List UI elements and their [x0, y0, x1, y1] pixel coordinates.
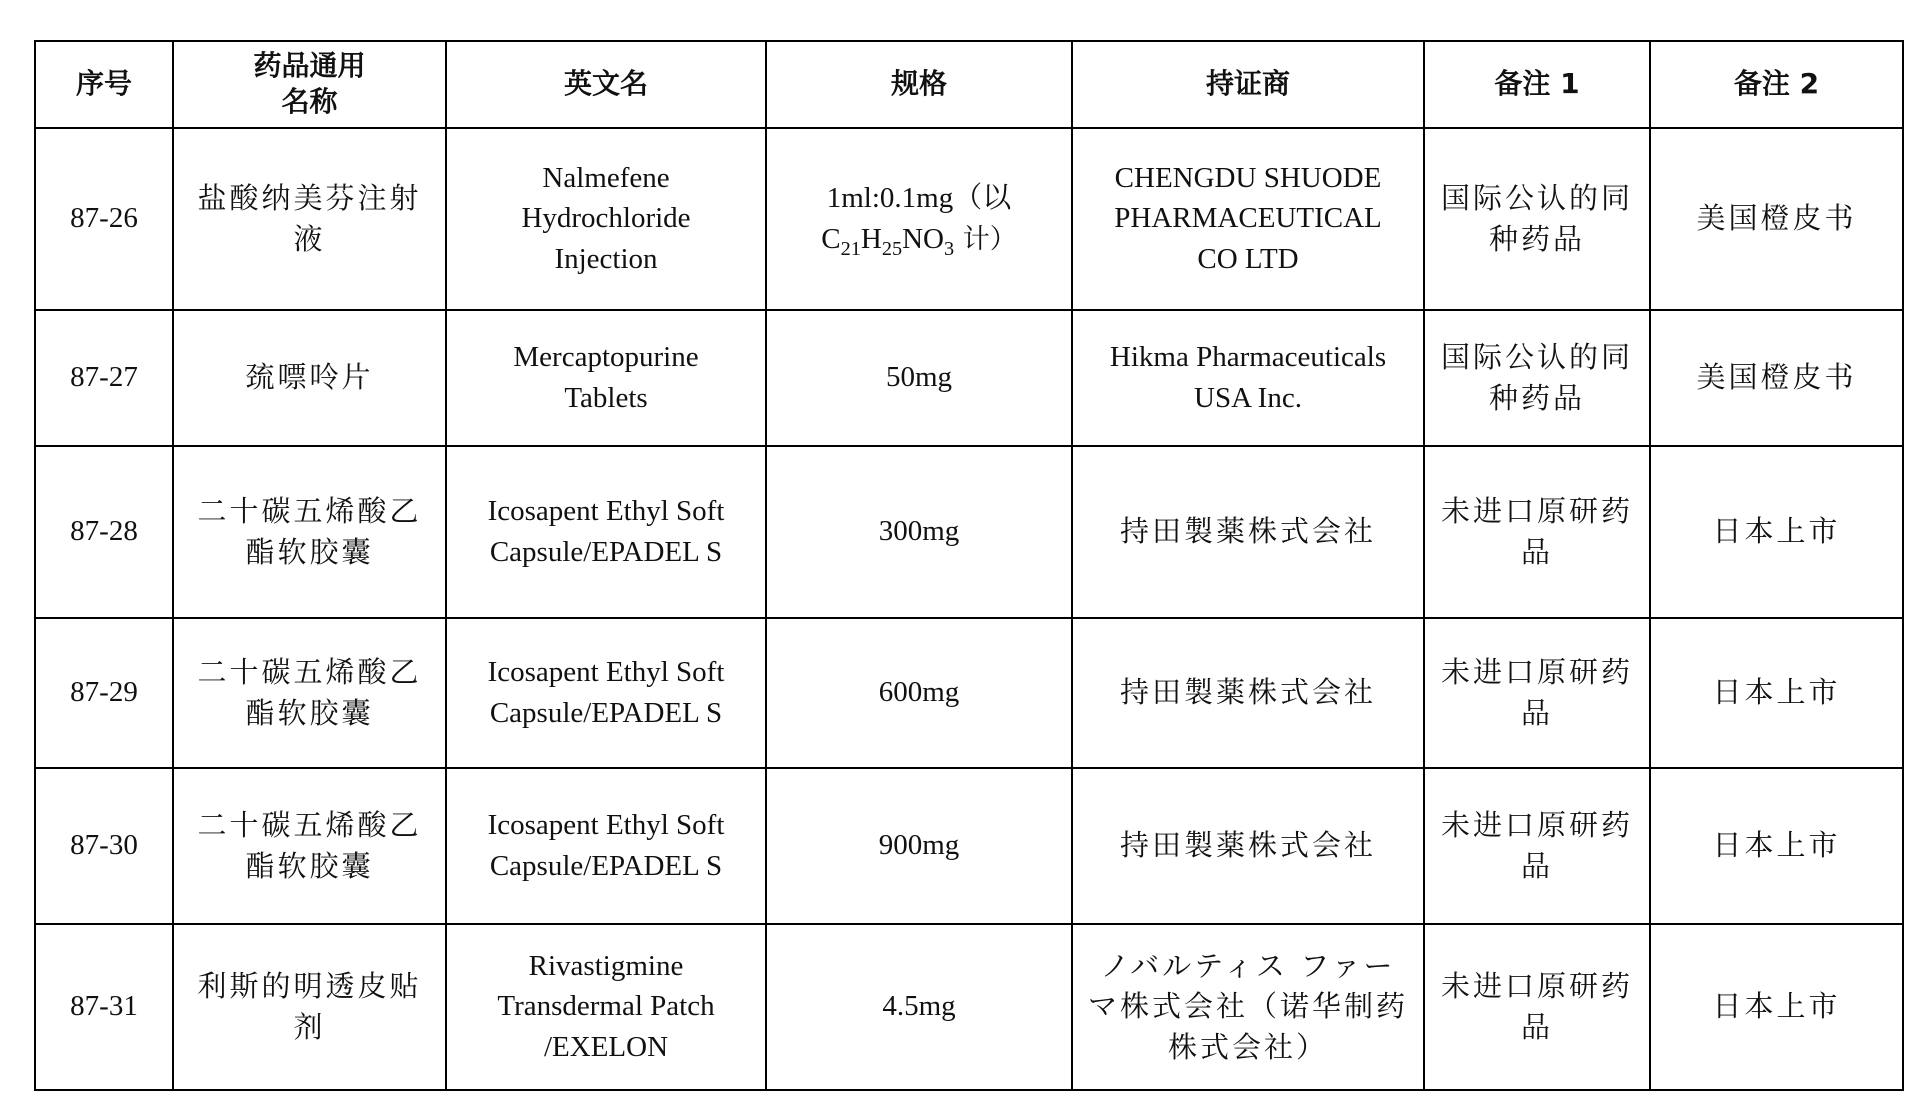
- cell-generic-name: [173, 446, 446, 618]
- cell-note2: 日本上市: [1650, 924, 1903, 1090]
- cell-holder: [1072, 618, 1424, 768]
- english-name-line: Hydrochloride: [521, 202, 691, 235]
- cell-generic-name: [173, 310, 446, 446]
- note1-line: 国际公认的同: [1440, 181, 1633, 216]
- note1-line: 未进口原研药: [1440, 808, 1633, 843]
- generic-name-line: 巯嘌呤片: [245, 360, 374, 395]
- spec-line1: 1ml:0.1mg（以: [826, 182, 1012, 215]
- cell-note2: 美国橙皮书: [1650, 128, 1903, 310]
- cell-generic-name: [173, 924, 446, 1090]
- header-holder: 持证商: [1072, 41, 1424, 128]
- holder-line: 持田製薬株式会社: [1119, 514, 1376, 549]
- cell-spec: [766, 128, 1072, 310]
- table-row: [35, 128, 1903, 310]
- holder-line: マ株式会社（诺华制药: [1087, 989, 1408, 1024]
- header-generic-name-line2: 名称: [281, 85, 338, 119]
- cell-holder: [1072, 924, 1424, 1090]
- english-name-line: Capsule/EPADEL S: [489, 535, 723, 568]
- cell-spec: 600mg: [766, 618, 1072, 768]
- cell-english-name: [446, 768, 766, 924]
- table-row: [35, 924, 1903, 1090]
- generic-name-line: 酯软胶囊: [245, 695, 374, 730]
- cell-holder: [1072, 310, 1424, 446]
- cell-seq: 87-30: [35, 768, 173, 924]
- spec-formula: [777, 219, 1061, 260]
- generic-name-line: 酯软胶囊: [245, 848, 374, 883]
- english-name-line: Mercaptopurine: [513, 341, 699, 374]
- cell-seq: 87-27: [35, 310, 173, 446]
- cell-note1: [1424, 310, 1650, 446]
- header-generic-name: [173, 41, 446, 128]
- cell-note1: [1424, 128, 1650, 310]
- table-header-row: [35, 41, 1903, 128]
- generic-name-line: 二十碳五烯酸乙: [197, 655, 422, 690]
- cell-holder: [1072, 446, 1424, 618]
- cell-note2: 日本上市: [1650, 446, 1903, 618]
- cell-holder: [1072, 768, 1424, 924]
- holder-line: 持田製薬株式会社: [1119, 675, 1376, 710]
- english-name-line: Rivastigmine: [528, 949, 684, 982]
- formula-h-sub: 25: [881, 237, 903, 260]
- generic-name-line: 二十碳五烯酸乙: [197, 494, 422, 529]
- holder-line: Hikma Pharmaceuticals: [1109, 341, 1387, 374]
- formula-no-sub: 3: [944, 237, 955, 260]
- formula-c: C: [821, 222, 841, 255]
- table-row: [35, 446, 1903, 618]
- note1-line: 种药品: [1488, 221, 1585, 256]
- cell-note1: [1424, 446, 1650, 618]
- cell-seq: 87-29: [35, 618, 173, 768]
- english-name-line: Icosapent Ethyl Soft: [487, 495, 725, 528]
- table-row: [35, 618, 1903, 768]
- holder-line: 持田製薬株式会社: [1119, 828, 1376, 863]
- note1-line: 品: [1520, 534, 1553, 569]
- note1-line: 国际公认的同: [1440, 340, 1633, 375]
- cell-english-name: [446, 128, 766, 310]
- cell-note1: [1424, 768, 1650, 924]
- cell-note2: 日本上市: [1650, 768, 1903, 924]
- english-name-line: Capsule/EPADEL S: [489, 696, 723, 729]
- table-row: [35, 310, 1903, 446]
- cell-english-name: [446, 310, 766, 446]
- cell-english-name: [446, 924, 766, 1090]
- cell-note2: 日本上市: [1650, 618, 1903, 768]
- holder-line: USA Inc.: [1194, 381, 1302, 414]
- header-note1: 备注 1: [1424, 41, 1650, 128]
- table-row: [35, 768, 1903, 924]
- cell-english-name: [446, 446, 766, 618]
- cell-generic-name: [173, 618, 446, 768]
- header-seq: 序号: [35, 41, 173, 128]
- cell-spec: 300mg: [766, 446, 1072, 618]
- note1-line: 品: [1520, 695, 1553, 730]
- cell-spec: 50mg: [766, 310, 1072, 446]
- generic-name-line: 盐酸纳美芬注射: [197, 181, 422, 216]
- cell-holder: [1072, 128, 1424, 310]
- drug-list-table: [34, 40, 1904, 1091]
- holder-line: CHENGDU SHUODE: [1114, 161, 1382, 194]
- note1-line: 种药品: [1488, 380, 1585, 415]
- note1-line: 品: [1520, 848, 1553, 883]
- formula-no: NO: [902, 222, 944, 255]
- note1-line: 未进口原研药: [1440, 494, 1633, 529]
- formula-c-sub: 21: [840, 237, 861, 260]
- cell-note2: 美国橙皮书: [1650, 310, 1903, 446]
- note1-line: 品: [1520, 1009, 1553, 1044]
- english-name-line: Nalmefene: [542, 161, 670, 194]
- header-note2: 备注 2: [1650, 41, 1903, 128]
- english-name-line: Icosapent Ethyl Soft: [487, 809, 725, 842]
- cell-generic-name: [173, 768, 446, 924]
- cell-english-name: [446, 618, 766, 768]
- generic-name-line: 剂: [293, 1009, 326, 1044]
- cell-note1: [1424, 924, 1650, 1090]
- note1-line: 未进口原研药: [1440, 969, 1633, 1004]
- generic-name-line: 二十碳五烯酸乙: [197, 808, 422, 843]
- generic-name-line: 酯软胶囊: [245, 534, 374, 569]
- header-english-name: 英文名: [446, 41, 766, 128]
- holder-line: ノバルティス ファー: [1100, 948, 1396, 983]
- cell-note1: [1424, 618, 1650, 768]
- generic-name-line: 利斯的明透皮贴: [197, 969, 422, 1004]
- english-name-line: Icosapent Ethyl Soft: [487, 656, 725, 689]
- formula-h: H: [860, 222, 882, 255]
- english-name-line: Transdermal Patch: [497, 990, 715, 1023]
- header-spec: 规格: [766, 41, 1072, 128]
- note1-line: 未进口原研药: [1440, 655, 1633, 690]
- document-page: [34, 40, 1902, 1091]
- english-name-line: Injection: [554, 243, 658, 276]
- cell-spec: 900mg: [766, 768, 1072, 924]
- holder-line: CO LTD: [1197, 243, 1299, 276]
- cell-seq: 87-26: [35, 128, 173, 310]
- cell-seq: 87-31: [35, 924, 173, 1090]
- header-generic-name-line1: 药品通用: [253, 49, 366, 82]
- holder-line: 株式会社）: [1167, 1030, 1328, 1065]
- cell-seq: 87-28: [35, 446, 173, 618]
- cell-generic-name: [173, 128, 446, 310]
- cell-spec: 4.5mg: [766, 924, 1072, 1090]
- english-name-line: Tablets: [564, 381, 648, 414]
- formula-suffix: 计）: [954, 223, 1017, 255]
- english-name-line: /EXELON: [543, 1031, 669, 1064]
- generic-name-line: 液: [293, 221, 326, 256]
- holder-line: PHARMACEUTICAL: [1114, 202, 1382, 235]
- english-name-line: Capsule/EPADEL S: [489, 849, 723, 882]
